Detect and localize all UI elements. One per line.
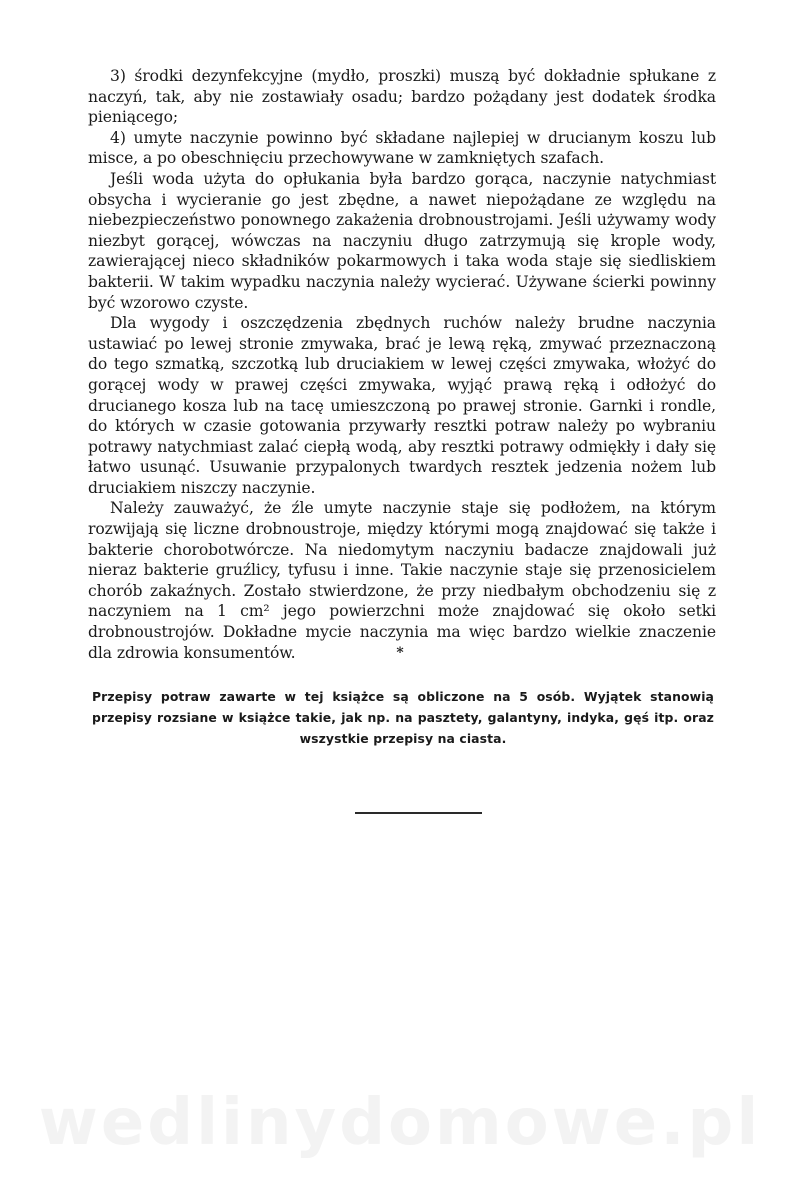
paragraph-disinfectants: 3) środki dezynfekcyjne (mydło, proszki) muszą być dokładnie spłukane z naczyń, tak, aby nie zostawiały osadu; bardzo pożądany jest dodatek środka pieniącego;	[88, 67, 716, 127]
paragraph-bacteria: Należy zauważyć, że źle umyte naczynie staje się podłożem, na którym rozwijają się liczne drobnoustroje, między którymi mogą znajdować się także i bakterie chorobotwórcze. Na niedomytym naczyniu badacze znajdowali już nieraz bakterie gruźlicy, tyfusu i inne. Takie naczynie staje się przenosicielem chorób zakaźnych. Zostało stwierdzone, że przy niedbałym obchodzeniu się z naczyniem na 1 cm² jego powierzchni może znajdować się około setki drobnoustrojów. Dokładne mycie naczynia ma więc bardzo wielkie znaczenie dla zdrowia konsumentów.	[88, 499, 716, 662]
section-separator: *	[396, 645, 404, 661]
recipe-portion-note: Przepisy potraw zawarte w tej książce są obliczone na 5 osób. Wyjątek stanowią przepisy rozsiane w książce takie, jak np. na pasztety, galantyny, indyka, gęś itp. oraz wszystkie przepisy na ciasta.	[92, 689, 714, 746]
body-text	[88, 66, 716, 663]
paragraph-storage: 4) umyte naczynie powinno być składane najlepiej w drucianym koszu lub misce, a po obeschnięciu przechowywane w zamkniętych szafach.	[88, 128, 716, 168]
watermark: wedlinydomowe.pl	[38, 1086, 762, 1160]
horizontal-rule	[355, 812, 482, 814]
paragraph-hot-water: Jeśli woda użyta do opłukania była bardzo gorąca, naczynie natychmiast obsycha i wycieranie go jest zbędne, a nawet niepożądane ze względu na niebezpieczeństwo ponownego zakażenia drobnoustrojami. Jeśli używamy wody niezbyt gorącej, wówczas na naczyniu długo zatrzymują się krople wody, zawierającej nieco składników pokarmowych i taka woda staje się siedliskiem bakterii. W takim wypadku naczynia należy wycierać. Używane ścierki powinny być wzorowo czyste.	[88, 169, 716, 312]
paragraph-workflow: Dla wygody i oszczędzenia zbędnych ruchów należy brudne naczynia ustawiać po lewej stronie zmywaka, brać je lewą ręką, zmywać przeznaczoną do tego szmatką, szczotką lub druciakiem w lewej części zmywaka, włożyć do gorącej wody w prawej części zmywaka, wyjąć prawą ręką i odłożyć do drucianego kosza lub na tacę umieszczoną po prawej stronie. Garnki i rondle, do których w czasie gotowania przywarły resztki potraw należy po wybraniu potrawy natychmiast zalać ciepłą wodą, aby resztki potrawy odmiękły i dały się łatwo usunąć. Usuwanie przypalonych twardych resztek jedzenia nożem lub druciakiem niszczy naczynie.	[88, 314, 716, 497]
